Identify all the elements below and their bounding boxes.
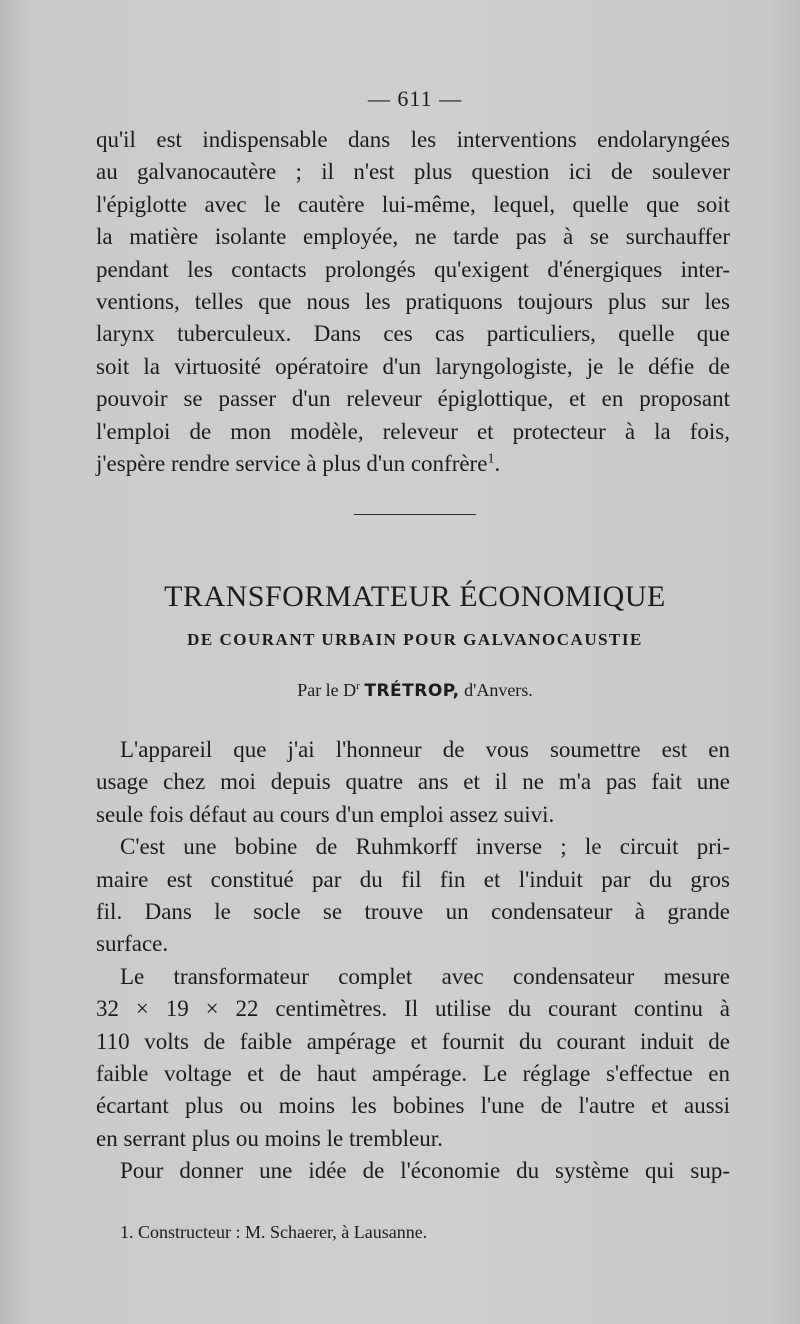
text-line: l'épiglotte avec le cautère lui-même, lequel, quelle que soit xyxy=(96,191,730,217)
text-line: la matière isolante employée, ne tarde pas à se surchauffer xyxy=(96,224,730,250)
text-line: C'est une bobine de Ruhmkorff inverse ; le circuit pri- xyxy=(120,834,730,860)
text-line: en serrant plus ou moins le trembleur. xyxy=(96,1125,443,1151)
text-line: pouvoir se passer d'un releveur épiglottique, et en proposant xyxy=(96,386,730,412)
text-line: surface. xyxy=(96,931,169,957)
text-line: maire est constitué par du fil fin et l'induit par du gros xyxy=(96,866,730,892)
text-line-final-content: j'espère rendre service à plus d'un confrère xyxy=(96,451,488,477)
text-line: 110 volts de faible ampérage et fournit du courant induit de xyxy=(96,1028,730,1054)
text-line: usage chez moi depuis quatre ans et il ne m'a pas fait une xyxy=(96,769,730,795)
byline-prefix: Par le D xyxy=(297,680,357,700)
text-line: soit la virtuosité opératoire d'un laryngologiste, je le défie de xyxy=(96,353,730,379)
text-line: larynx tuberculeux. Dans ces cas particuliers, quelle que xyxy=(96,321,730,347)
text-line: seule fois défaut au cours d'un emploi assez suivi. xyxy=(96,801,555,827)
text-line: faible voltage et de haut ampérage. Le réglage s'effectue en xyxy=(96,1061,730,1087)
text-line: fil. Dans le socle se trouve un condensateur à grande xyxy=(96,899,730,925)
section-separator-rule xyxy=(354,514,476,515)
article-title: TRANSFORMATEUR ÉCONOMIQUE xyxy=(164,580,666,613)
paragraph xyxy=(96,961,730,1155)
text-line-final xyxy=(96,448,730,480)
footnote: 1. Constructeur : M. Schaerer, à Lausanne. xyxy=(120,1222,428,1242)
page-number: — 611 — xyxy=(367,86,463,111)
author-name: TRÉTROP, xyxy=(364,681,460,701)
text-line: Pour donner une idée de l'économie du système qui sup- xyxy=(120,1158,730,1184)
text-line: qu'il est indispensable dans les interventions endolaryngées xyxy=(96,127,730,152)
footnote-reference[interactable]: 1 xyxy=(487,451,495,467)
text-line: Le transformateur complet avec condensateur mesure xyxy=(120,963,730,989)
byline-prefix-superscript: r xyxy=(356,680,360,692)
text-line: L'appareil que j'ai l'honneur de vous soumettre est en xyxy=(120,737,730,762)
text-line: ventions, telles que nous les pratiquons toujours plus sur les xyxy=(96,289,730,315)
continued-paragraph xyxy=(96,124,730,480)
article-body xyxy=(96,734,730,1188)
text-line: 32 × 19 × 22 centimètres. Il utilise du courant continu à xyxy=(96,996,730,1022)
paragraph xyxy=(96,734,730,831)
paragraph xyxy=(96,1155,730,1187)
paragraph xyxy=(96,831,730,961)
article-subtitle: DE COURANT URBAIN POUR GALVANOCAUSTIE xyxy=(187,630,643,649)
text-line: au galvanocautère ; il n'est plus question ici de soulever xyxy=(96,159,730,185)
text-line: pendant les contacts prolongés qu'exigent d'énergiques inter- xyxy=(96,256,730,282)
byline xyxy=(0,680,800,701)
text-line: l'emploi de mon modèle, releveur et protecteur à la fois, xyxy=(96,418,730,444)
final-punctuation: . xyxy=(494,451,501,477)
text-line: écartant plus ou moins les bobines l'une de l'autre et aussi xyxy=(96,1093,730,1119)
author-location: d'Anvers. xyxy=(464,680,533,700)
